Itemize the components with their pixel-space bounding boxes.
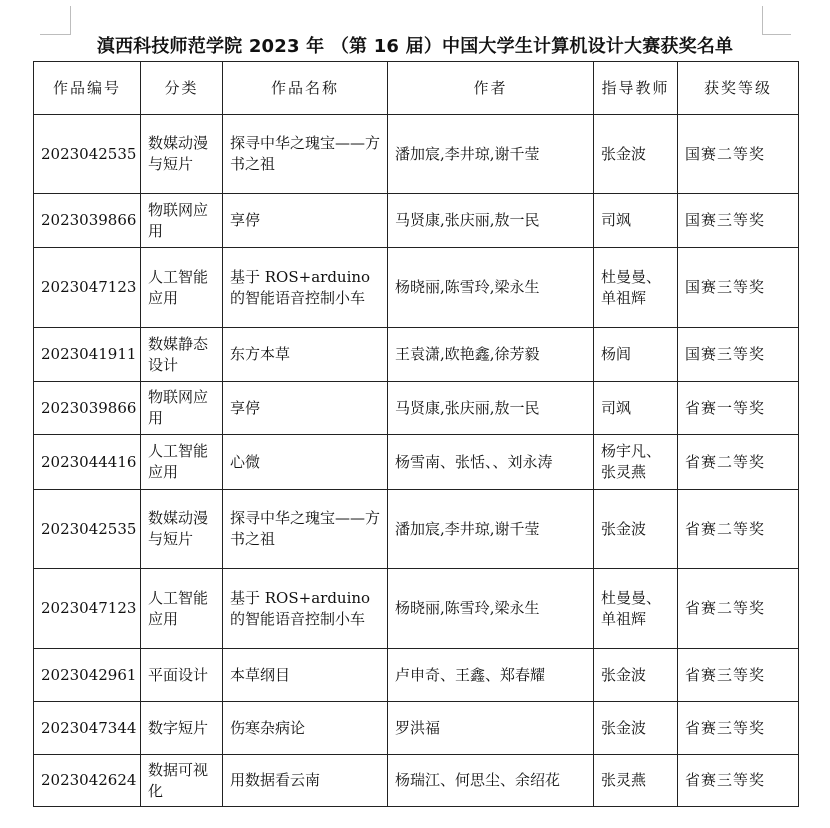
header-level: 获奖等级 bbox=[678, 62, 799, 115]
cell-level: 国赛二等奖 bbox=[678, 115, 799, 194]
cell-level: 省赛三等奖 bbox=[678, 702, 799, 755]
cell-category: 平面设计 bbox=[141, 649, 223, 702]
cell-authors: 杨晓丽,陈雪玲,梁永生 bbox=[388, 569, 594, 649]
cell-advisor: 杜曼曼、单祖辉 bbox=[594, 248, 678, 328]
cell-category: 数媒静态设计 bbox=[141, 328, 223, 382]
cell-work: 心微 bbox=[223, 435, 388, 490]
table-row bbox=[34, 702, 799, 755]
cell-authors: 潘加宸,李井琼,谢千莹 bbox=[388, 490, 594, 569]
cell-advisor: 司飒 bbox=[594, 194, 678, 248]
table-row bbox=[34, 490, 799, 569]
table-row bbox=[34, 755, 799, 807]
cell-category: 人工智能应用 bbox=[141, 248, 223, 328]
cell-level: 省赛一等奖 bbox=[678, 382, 799, 435]
cell-id: 2023041911 bbox=[34, 328, 141, 382]
cell-id: 2023039866 bbox=[34, 382, 141, 435]
cell-authors: 卢申奇、王鑫、郑春耀 bbox=[388, 649, 594, 702]
cell-authors: 罗洪福 bbox=[388, 702, 594, 755]
cell-category: 数字短片 bbox=[141, 702, 223, 755]
table-row bbox=[34, 569, 799, 649]
cell-advisor: 张灵燕 bbox=[594, 755, 678, 807]
cell-advisor: 杨闾 bbox=[594, 328, 678, 382]
cell-advisor: 张金波 bbox=[594, 115, 678, 194]
header-category: 分类 bbox=[141, 62, 223, 115]
cell-advisor: 杜曼曼、单祖辉 bbox=[594, 569, 678, 649]
cell-advisor: 司飒 bbox=[594, 382, 678, 435]
cell-advisor: 张金波 bbox=[594, 702, 678, 755]
awards-table bbox=[33, 61, 799, 807]
cell-work: 基于 ROS+arduino 的智能语音控制小车 bbox=[223, 569, 388, 649]
cell-level: 国赛三等奖 bbox=[678, 248, 799, 328]
page-corner-mark-left bbox=[40, 6, 71, 35]
cell-work: 探寻中华之瑰宝——方书之祖 bbox=[223, 115, 388, 194]
cell-work: 享停 bbox=[223, 382, 388, 435]
cell-category: 数媒动漫与短片 bbox=[141, 115, 223, 194]
cell-authors: 王袁潇,欧艳鑫,徐芳毅 bbox=[388, 328, 594, 382]
cell-id: 2023042535 bbox=[34, 490, 141, 569]
cell-authors: 马贤康,张庆丽,敖一民 bbox=[388, 382, 594, 435]
cell-authors: 杨晓丽,陈雪玲,梁永生 bbox=[388, 248, 594, 328]
table-row bbox=[34, 115, 799, 194]
table-row bbox=[34, 435, 799, 490]
cell-work: 探寻中华之瑰宝——方书之祖 bbox=[223, 490, 388, 569]
cell-category: 数据可视化 bbox=[141, 755, 223, 807]
table-row bbox=[34, 649, 799, 702]
table-header-row bbox=[34, 62, 799, 115]
cell-category: 人工智能应用 bbox=[141, 435, 223, 490]
cell-level: 国赛三等奖 bbox=[678, 328, 799, 382]
cell-authors: 杨雪南、张恬、、刘永涛 bbox=[388, 435, 594, 490]
cell-id: 2023042624 bbox=[34, 755, 141, 807]
cell-category: 数媒动漫与短片 bbox=[141, 490, 223, 569]
cell-authors: 杨瑞江、何思尘、余绍花 bbox=[388, 755, 594, 807]
cell-level: 国赛三等奖 bbox=[678, 194, 799, 248]
cell-authors: 马贤康,张庆丽,敖一民 bbox=[388, 194, 594, 248]
cell-work: 本草纲目 bbox=[223, 649, 388, 702]
cell-level: 省赛二等奖 bbox=[678, 569, 799, 649]
cell-advisor: 杨宇凡、张灵燕 bbox=[594, 435, 678, 490]
cell-category: 物联网应用 bbox=[141, 194, 223, 248]
document-title: 滇西科技师范学院 2023 年 （第 16 届）中国大学生计算机设计大赛获奖名单 bbox=[96, 36, 734, 57]
cell-category: 物联网应用 bbox=[141, 382, 223, 435]
page-corner-mark-right bbox=[762, 6, 791, 35]
cell-authors: 潘加宸,李井琼,谢千莹 bbox=[388, 115, 594, 194]
header-authors: 作者 bbox=[388, 62, 594, 115]
cell-category: 人工智能应用 bbox=[141, 569, 223, 649]
cell-advisor: 张金波 bbox=[594, 649, 678, 702]
table-row bbox=[34, 328, 799, 382]
cell-work: 享停 bbox=[223, 194, 388, 248]
cell-work: 伤寒杂病论 bbox=[223, 702, 388, 755]
table-row bbox=[34, 248, 799, 328]
header-work: 作品名称 bbox=[223, 62, 388, 115]
header-id: 作品编号 bbox=[34, 62, 141, 115]
cell-id: 2023039866 bbox=[34, 194, 141, 248]
cell-work: 用数据看云南 bbox=[223, 755, 388, 807]
cell-id: 2023047123 bbox=[34, 248, 141, 328]
cell-id: 2023044416 bbox=[34, 435, 141, 490]
cell-level: 省赛二等奖 bbox=[678, 490, 799, 569]
cell-id: 2023047123 bbox=[34, 569, 141, 649]
table-row bbox=[34, 194, 799, 248]
cell-advisor: 张金波 bbox=[594, 490, 678, 569]
cell-level: 省赛三等奖 bbox=[678, 755, 799, 807]
cell-id: 2023042535 bbox=[34, 115, 141, 194]
cell-work: 东方本草 bbox=[223, 328, 388, 382]
cell-id: 2023042961 bbox=[34, 649, 141, 702]
header-advisor: 指导教师 bbox=[594, 62, 678, 115]
cell-work: 基于 ROS+arduino 的智能语音控制小车 bbox=[223, 248, 388, 328]
cell-id: 2023047344 bbox=[34, 702, 141, 755]
cell-level: 省赛二等奖 bbox=[678, 435, 799, 490]
cell-level: 省赛三等奖 bbox=[678, 649, 799, 702]
table-row bbox=[34, 382, 799, 435]
